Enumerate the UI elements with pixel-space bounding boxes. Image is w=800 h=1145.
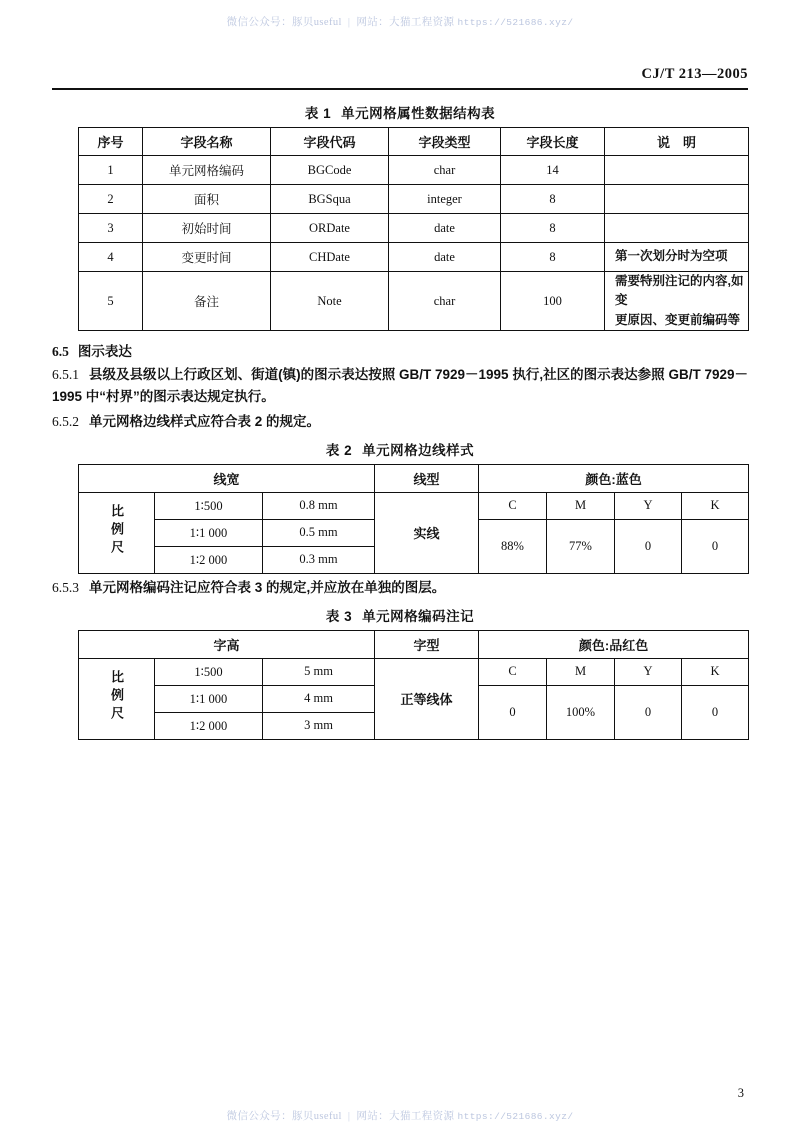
table2-cmyk-value-y: 0 — [615, 519, 682, 573]
table1-r2-length: 8 — [501, 185, 605, 214]
table1-r3-no: 3 — [79, 214, 143, 243]
table1-r5-note-line2: 更原因、变更前编码等 — [615, 312, 741, 327]
watermark-account-bottom: 微信公众号：豚贝useful — [226, 1111, 342, 1122]
table1-r5-length: 100 — [501, 272, 605, 331]
standard-number: CJ/T 213—2005 — [641, 66, 748, 82]
table3-header-charheight: 字高 — [79, 630, 375, 658]
table1-header-field-length: 字段长度 — [501, 128, 605, 156]
table2-r2-scale: 1∶1 000 — [155, 519, 263, 546]
table3-r1-scale: 1∶500 — [155, 658, 263, 685]
table3-cmyk-value-k: 0 — [682, 685, 749, 739]
table3-fonttype-value: 正等线体 — [375, 658, 479, 739]
table1-r5-note-line1: 需要特别注记的内容,如变 — [615, 274, 744, 308]
paragraph-6-5-3 — [52, 577, 748, 599]
table2-cmyk-value-m: 77% — [547, 519, 615, 573]
table3-header-fonttype: 字型 — [375, 630, 479, 658]
table2-scale-label-text: 比例尺 — [109, 503, 124, 558]
table1-header-field-name: 字段名称 — [143, 128, 271, 156]
table2-r3-value: 0.3 mm — [263, 546, 375, 573]
table3-cmyk-value-c: 0 — [479, 685, 547, 739]
table2-header-color: 颜色:蓝色 — [479, 464, 749, 492]
table1-r1-note — [605, 156, 749, 185]
table3-header-color: 颜色:品红色 — [479, 630, 749, 658]
table3-unit-grid-code-annotation — [78, 630, 749, 740]
paragraph-6-5-2 — [52, 411, 748, 433]
table1-header-description: 说 明 — [605, 128, 749, 156]
table1-r5-no: 5 — [79, 272, 143, 331]
table-row — [79, 658, 749, 685]
table3-cmyk-header-m: M — [547, 658, 615, 685]
section-title-6-5: 图示表达 — [77, 344, 132, 360]
table3-cmyk-header-y: Y — [615, 658, 682, 685]
table1-header-row — [79, 128, 749, 156]
table1-r5-code: Note — [271, 272, 389, 331]
table3-scale-label — [79, 658, 155, 739]
table2-r2-value: 0.5 mm — [263, 519, 375, 546]
table1-header-field-type: 字段类型 — [389, 128, 501, 156]
paragraph-6-5-3-text: 单元网格编码注记应符合表 3 的规定,并应放在单独的图层。 — [89, 579, 446, 595]
watermark-site-bottom: 网站：大猫工程资源 — [356, 1111, 455, 1122]
paragraph-6-5-2-text: 单元网格边线样式应符合表 2 的规定。 — [89, 413, 321, 429]
table1-r3-length: 8 — [501, 214, 605, 243]
table1-r3-code: ORDate — [271, 214, 389, 243]
watermark-bottom — [0, 1108, 800, 1123]
table2-cmyk-header-k: K — [682, 492, 749, 519]
table1-r4-code: CHDate — [271, 243, 389, 272]
table-row — [79, 272, 749, 331]
table1-r5-note — [605, 272, 749, 331]
page-content — [52, 96, 748, 740]
table-row — [79, 243, 749, 272]
table2-cmyk-value-k: 0 — [682, 519, 749, 573]
table2-cmyk-header-y: Y — [615, 492, 682, 519]
header-rule — [52, 88, 748, 90]
table1-r2-code: BGSqua — [271, 185, 389, 214]
table2-header-row — [79, 464, 749, 492]
table2-header-linetype: 线型 — [375, 464, 479, 492]
watermark-account: 微信公众号：豚贝useful — [226, 17, 342, 28]
table-row — [79, 214, 749, 243]
table1-r1-name: 单元网格编码 — [143, 156, 271, 185]
table1-r2-type: integer — [389, 185, 501, 214]
page-number: 3 — [737, 1086, 744, 1100]
watermark-separator: | — [347, 17, 351, 28]
table1-r4-name: 变更时间 — [143, 243, 271, 272]
table1-r5-type: char — [389, 272, 501, 331]
table1-header-field-code: 字段代码 — [271, 128, 389, 156]
table3-r2-value: 4 mm — [263, 685, 375, 712]
table3-scale-label-text: 比例尺 — [109, 669, 124, 724]
watermark-top — [0, 14, 800, 29]
table2-header-linewidth: 线宽 — [79, 464, 375, 492]
table3-caption-title: 单元网格编码注记 — [362, 608, 475, 624]
watermark-site: 网站：大猫工程资源 — [356, 17, 455, 28]
table3-header-row — [79, 630, 749, 658]
table1-r1-length: 14 — [501, 156, 605, 185]
table2-unit-grid-border-style — [78, 464, 749, 574]
table1-caption-label: 表 1 — [304, 106, 332, 121]
table1-r3-type: date — [389, 214, 501, 243]
section-number-6-5-3: 6.5.3 — [52, 579, 79, 595]
watermark-url-bottom: https://521686.xyz/ — [457, 1111, 574, 1122]
watermark-url: https://521686.xyz/ — [457, 17, 574, 28]
table2-caption-title: 单元网格边线样式 — [362, 442, 475, 458]
table1-r4-length: 8 — [501, 243, 605, 272]
section-number-6-5-2: 6.5.2 — [52, 413, 79, 429]
table1-r3-name: 初始时间 — [143, 214, 271, 243]
table2-cmyk-header-c: C — [479, 492, 547, 519]
table1-r4-no: 4 — [79, 243, 143, 272]
table3-cmyk-header-c: C — [479, 658, 547, 685]
paragraph-6-5-1 — [52, 364, 748, 408]
table1-r2-no: 2 — [79, 185, 143, 214]
watermark-separator-bottom: | — [347, 1111, 351, 1122]
table-row — [79, 185, 749, 214]
table1-r1-type: char — [389, 156, 501, 185]
table1-header-no: 序号 — [79, 128, 143, 156]
table3-cmyk-value-y: 0 — [615, 685, 682, 739]
table2-cmyk-header-m: M — [547, 492, 615, 519]
table3-caption-label: 表 3 — [325, 608, 353, 624]
table3-caption — [52, 605, 748, 625]
table3-r3-value: 3 mm — [263, 712, 375, 739]
table3-cmyk-value-m: 100% — [547, 685, 615, 739]
table2-cmyk-value-c: 88% — [479, 519, 547, 573]
table1-r3-note — [605, 214, 749, 243]
table-row — [79, 492, 749, 519]
table3-cmyk-header-k: K — [682, 658, 749, 685]
table-row — [79, 156, 749, 185]
table1-r5-name: 备注 — [143, 272, 271, 331]
table1-caption — [52, 102, 748, 122]
table2-caption-label: 表 2 — [325, 442, 353, 458]
section-number-6-5-1: 6.5.1 — [52, 367, 79, 383]
table2-linetype-value: 实线 — [375, 492, 479, 573]
table1-r2-note — [605, 185, 749, 214]
table3-r3-scale: 1∶2 000 — [155, 712, 263, 739]
table2-r1-value: 0.8 mm — [263, 492, 375, 519]
table1-r1-code: BGCode — [271, 156, 389, 185]
table1-r4-type: date — [389, 243, 501, 272]
table1-unit-grid-attribute-structure — [78, 127, 749, 331]
table1-r4-note: 第一次划分时为空项 — [605, 243, 749, 272]
table3-r2-scale: 1∶1 000 — [155, 685, 263, 712]
table2-r3-scale: 1∶2 000 — [155, 546, 263, 573]
table2-r1-scale: 1∶500 — [155, 492, 263, 519]
section-number-6-5: 6.5 — [52, 344, 69, 360]
paragraph-6-5-1-text: 县级及县级以上行政区划、街道(镇)的图示表达按照 GB/T 7929－1995 执行,社区的图示表达参照 GB/T 7929－1995 中“村界”的图示表达规定执行。 — [52, 367, 748, 404]
table2-scale-label — [79, 492, 155, 573]
table1-caption-title: 单元网格属性数据结构表 — [341, 106, 496, 121]
table2-caption — [52, 439, 748, 459]
table3-r1-value: 5 mm — [263, 658, 375, 685]
table1-r1-no: 1 — [79, 156, 143, 185]
table1-r2-name: 面积 — [143, 185, 271, 214]
section-heading-6-5 — [52, 340, 748, 360]
